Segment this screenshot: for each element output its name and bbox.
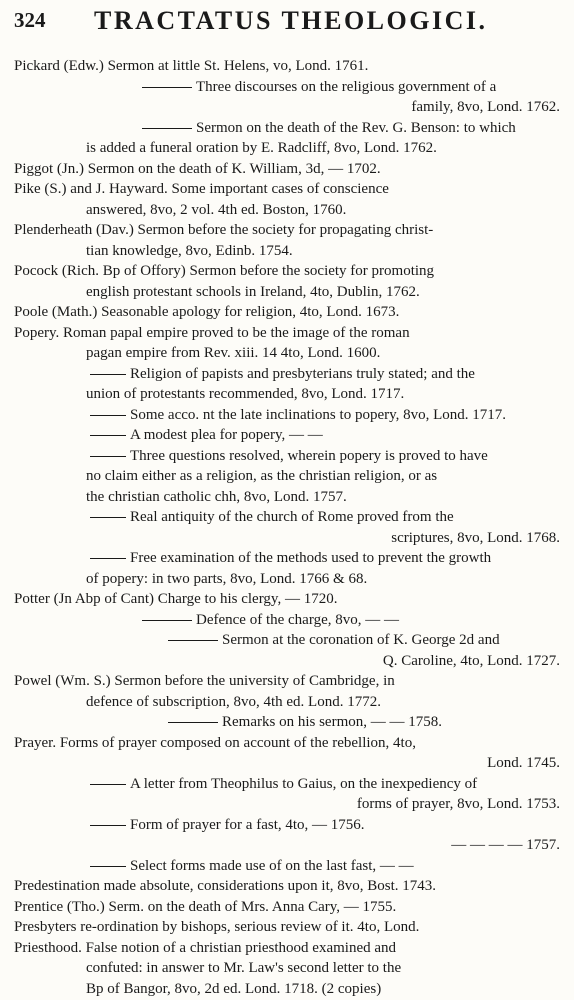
line-text: Piggot (Jn.) Sermon on the death of K. William, 3d, — 1702.: [14, 160, 381, 177]
catalogue-line: [14, 384, 560, 405]
catalogue-line: [14, 138, 560, 159]
line-text: Plenderheath (Dav.) Sermon before the society for propagating christ-: [14, 222, 434, 238]
ditto-rule: [90, 825, 126, 826]
line-text: Pickard (Edw.) Sermon at little St. Helens, vo, Lond. 1761.: [14, 58, 369, 74]
catalogue-line: [14, 671, 560, 692]
line-text: Free examination of the methods used to prevent the growth: [130, 550, 492, 566]
catalogue-line: [14, 774, 560, 795]
line-text: Lond. 1745.: [487, 755, 560, 771]
ditto-rule: [90, 866, 126, 867]
line-text: Pocock (Rich. Bp of Offory) Sermon before the society for promoting: [14, 263, 435, 279]
line-text: tian knowledge, 8vo, Edinb. 1754.: [86, 242, 293, 259]
line-text: Remarks on his sermon, — — 1758.: [222, 714, 442, 730]
catalogue-line: [14, 569, 560, 590]
catalogue-line: [14, 56, 560, 77]
ditto-rule: [90, 558, 126, 559]
line-text: Prayer. Forms of prayer composed on account of the rebellion, 4to,: [14, 734, 416, 751]
catalogue-line: [14, 630, 560, 651]
line-text: Three discourses on the religious government of a: [196, 78, 497, 95]
line-text: Predestination made absolute, considerations upon it, 8vo, Bost. 1743.: [14, 878, 437, 894]
catalogue-line: [14, 897, 560, 918]
line-text: confuted: in answer to Mr. Law's second letter to the: [86, 960, 402, 976]
catalogue-line: [14, 343, 560, 364]
line-text: family, 8vo, Lond. 1762.: [411, 99, 560, 115]
catalogue-line: [14, 692, 560, 713]
line-text: scriptures, 8vo, Lond. 1768.: [391, 529, 560, 546]
catalogue-line: [14, 425, 560, 446]
catalogue-line: [14, 856, 560, 877]
line-text: english protestant schools in Ireland, 4to, Dublin, 1762.: [86, 283, 420, 300]
ditto-rule: [90, 784, 126, 785]
line-text: Real antiquity of the church of Rome proved from the: [130, 509, 454, 525]
line-text: Poole (Math.) Seasonable apology for religion, 4to, Lond. 1673.: [14, 304, 400, 320]
line-text: Powel (Wm. S.) Sermon before the university of Cambridge, in: [14, 673, 395, 689]
line-text: Priesthood. False notion of a christian priesthood examined and: [14, 939, 397, 956]
ditto-rule: [90, 456, 126, 457]
catalogue-line: [14, 323, 560, 344]
catalogue-line: [14, 589, 560, 610]
catalogue-line: [14, 77, 560, 98]
ditto-rule: [90, 435, 126, 436]
line-text: Religion of papists and presbyterians truly stated; and the: [130, 365, 475, 382]
catalogue-line: [14, 938, 560, 959]
catalogue-line: [14, 200, 560, 221]
line-text: is added a funeral oration by E. Radcliff, 8vo, Lond. 1762.: [86, 140, 437, 156]
catalogue-line: [14, 282, 560, 303]
catalogue-line: [14, 179, 560, 200]
catalogue-line: [14, 876, 560, 897]
catalogue-line: [14, 651, 560, 672]
line-text: Form of prayer for a fast, 4to, — 1756.: [130, 816, 365, 833]
catalogue-line: [14, 794, 560, 815]
line-text: Prentice (Tho.) Serm. on the death of Mrs. Anna Cary, — 1755.: [14, 898, 397, 915]
catalogue-line: [14, 364, 560, 385]
line-text: Sermon at the coronation of K. George 2d and: [222, 632, 500, 648]
ditto-rule: [168, 722, 218, 723]
catalogue-line: [14, 405, 560, 426]
ditto-rule: [90, 517, 126, 518]
line-text: no claim either as a religion, as the christian religion, or as: [86, 468, 438, 484]
line-text: Select forms made use of on the last fast, — —: [130, 857, 414, 874]
catalogue-line: [14, 446, 560, 467]
catalogue-line: [14, 610, 560, 631]
page-number: 324: [14, 8, 46, 32]
line-text: defence of subscription, 8vo, 4th ed. Lond. 1772.: [86, 693, 381, 710]
ditto-rule: [168, 640, 218, 641]
catalogue-line: [14, 548, 560, 569]
ditto-rule: [90, 374, 126, 375]
catalogue-line: [14, 917, 560, 938]
ditto-rule: [142, 87, 192, 88]
line-text: Potter (Jn Abp of Cant) Charge to his clergy, — 1720.: [14, 591, 338, 607]
catalogue-line: [14, 835, 560, 856]
page-header: [14, 6, 564, 36]
line-text: Some acco. nt the late inclinations to popery, 8vo, Lond. 1717.: [130, 406, 507, 423]
ditto-rule: [142, 128, 192, 129]
catalogue-line: [14, 958, 560, 979]
line-text: A modest plea for popery, — —: [130, 427, 323, 443]
ditto-rule: [90, 415, 126, 416]
catalogue-line: [14, 507, 560, 528]
catalogue-line: [14, 466, 560, 487]
catalogue-line: [14, 979, 560, 1000]
ditto-rule: [142, 620, 192, 621]
line-text: the christian catholic chh, 8vo, Lond. 1757.: [86, 488, 347, 505]
line-text: forms of prayer, 8vo, Lond. 1753.: [356, 796, 560, 812]
catalogue-line: [14, 487, 560, 508]
catalogue-line: [14, 220, 560, 241]
catalogue-line: [14, 261, 560, 282]
line-text: Popery. Roman papal empire proved to be the image of the roman: [14, 324, 410, 341]
catalogue-line: [14, 733, 560, 754]
line-text: of popery: in two parts, 8vo, Lond. 1766 & 68.: [86, 570, 368, 587]
catalogue-line: [14, 753, 560, 774]
catalogue-line: [14, 712, 560, 733]
catalogue-entries: [14, 56, 560, 999]
line-text: Q. Caroline, 4to, Lond. 1727.: [382, 652, 560, 669]
line-text: Sermon on the death of the Rev. G. Benson: to which: [196, 119, 516, 136]
catalogue-line: [14, 159, 560, 180]
line-text: A letter from Theophilus to Gaius, on the inexpediency of: [130, 775, 478, 792]
line-text: — — — — 1757.: [451, 837, 560, 853]
line-text: Bp of Bangor, 8vo, 2d ed. Lond. 1718. (2 copies): [86, 980, 382, 997]
line-text: pagan empire from Rev. xiii. 14 4to, Lond. 1600.: [86, 345, 381, 361]
line-text: answered, 8vo, 2 vol. 4th ed. Boston, 1760.: [86, 201, 347, 218]
catalogue-line: [14, 815, 560, 836]
line-text: Pike (S.) and J. Hayward. Some important cases of conscience: [14, 181, 389, 197]
line-text: Presbyters re-ordination by bishops, serious review of it. 4to, Lond.: [14, 919, 420, 935]
line-text: union of protestants recommended, 8vo, Lond. 1717.: [86, 386, 405, 402]
catalogue-line: [14, 241, 560, 262]
catalogue-line: [14, 302, 560, 323]
line-text: Defence of the charge, 8vo, — —: [196, 611, 399, 628]
catalogue-line: [14, 118, 560, 139]
catalogue-line: [14, 97, 560, 118]
running-title: TRACTATUS THEOLOGICI.: [94, 6, 488, 35]
catalogue-line: [14, 528, 560, 549]
line-text: Three questions resolved, wherein popery is proved to have: [130, 447, 488, 464]
